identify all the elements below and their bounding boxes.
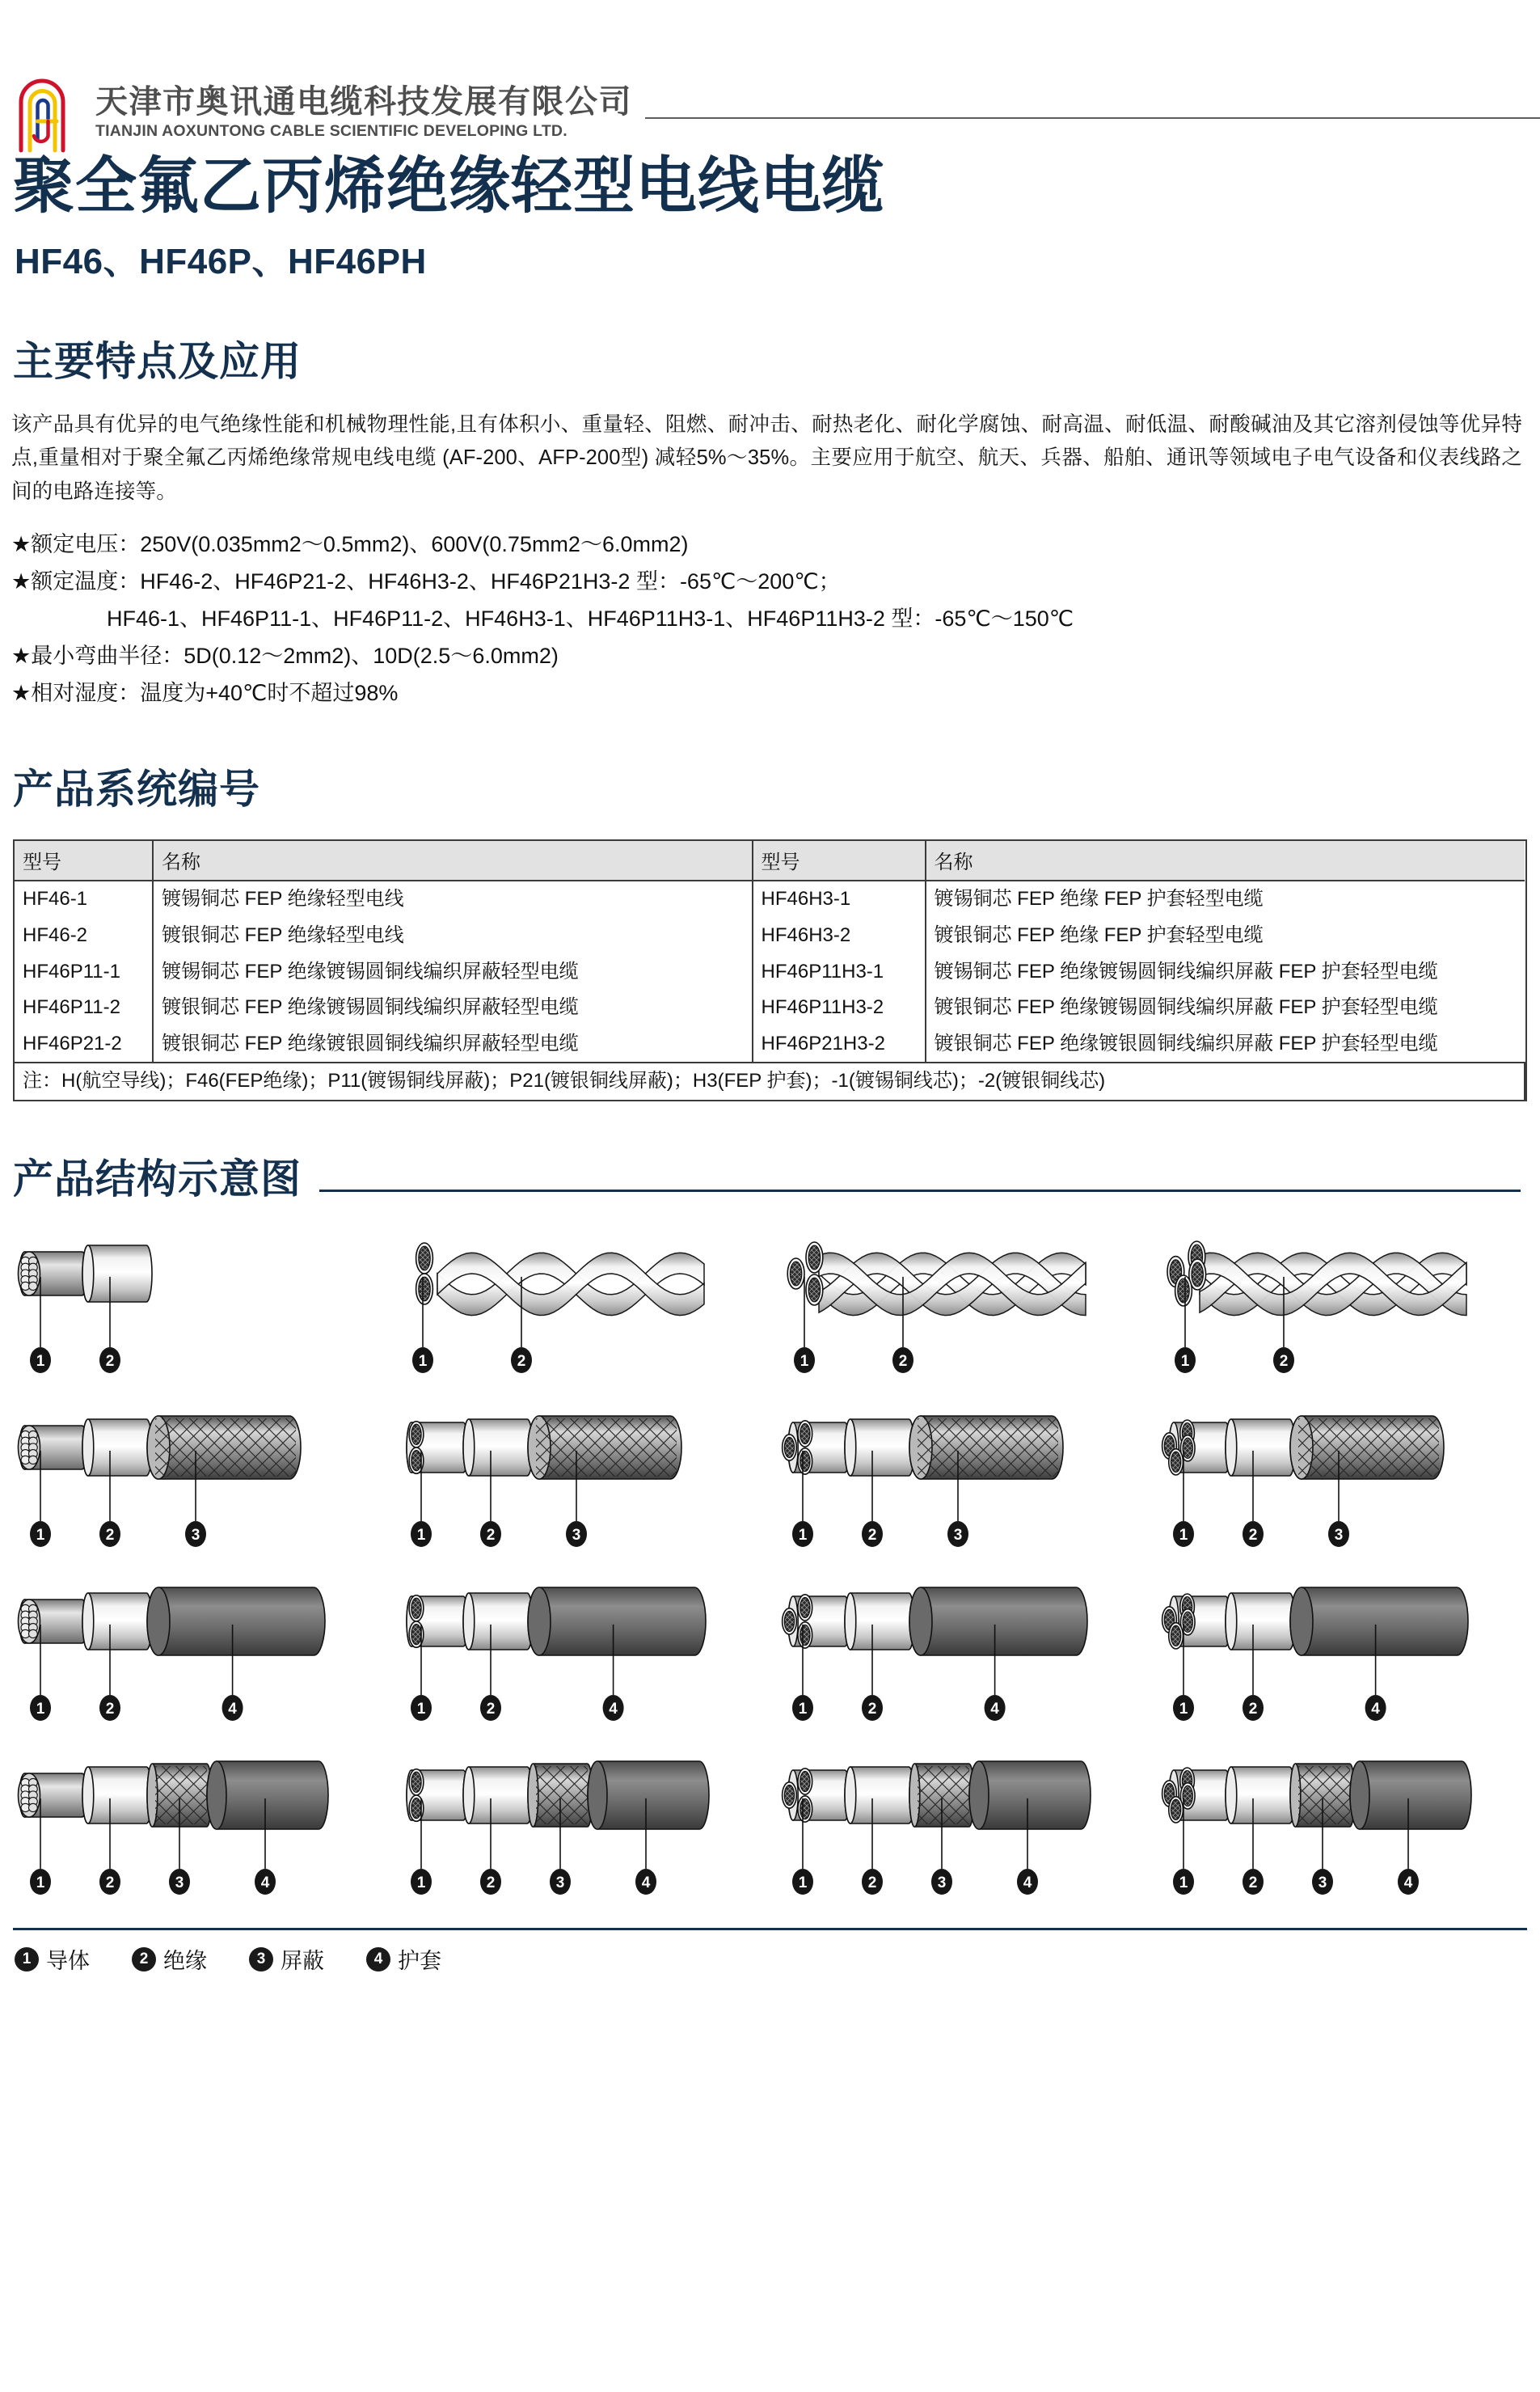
svg-text:4: 4 [228,1701,237,1718]
svg-text:3: 3 [1334,1527,1344,1545]
structure-heading: 产品结构示意图 [13,1156,302,1202]
svg-text:4: 4 [1023,1874,1032,1892]
svg-text:4: 4 [1371,1701,1380,1718]
col-header-model-right: 型号 [753,841,926,881]
legend-badge-icon: 1 [15,1947,39,1971]
cell-name-right: 镀锡铜芯 FEP 绝缘镀锡圆铜线编织屏蔽 FEP 护套轻型电缆 [934,960,1438,983]
model-series-subtitle: HF46、HF46P、HF46PH [15,242,427,282]
cell-name-right: 镀锡铜芯 FEP 绝缘 FEP 护套轻型电缆 [934,888,1264,911]
single-core-insulated [8,1221,389,1395]
svg-text:2: 2 [105,1353,115,1371]
shielded-jacketed-row [8,1743,1532,1917]
svg-text:1: 1 [416,1701,426,1718]
svg-text:2: 2 [517,1353,526,1371]
cell-name-right: 镀银铜芯 FEP 绝缘 FEP 护套轻型电缆 [934,924,1264,947]
svg-text:4: 4 [1403,1874,1413,1892]
structure-heading-rule [319,1190,1521,1192]
legend-badge-icon: 3 [249,1947,273,1971]
structure-legend [15,1943,1540,1975]
svg-text:1: 1 [1179,1701,1188,1718]
bullet-rated-voltage: ★额定电压：250V(0.035mm2～0.5mm2)、600V(0.75mm2～6.0mm2) [11,532,689,556]
table-row [15,918,1525,954]
legend-divider [13,1928,1527,1930]
svg-text:2: 2 [486,1527,496,1545]
cell-model-left: HF46P21-2 [15,1026,153,1063]
svg-text:1: 1 [800,1353,808,1371]
svg-text:1: 1 [798,1701,807,1718]
cell-name-left: 镀银铜芯 FEP 绝缘镀银圆铜线编织屏蔽轻型电缆 [153,1026,753,1063]
svg-text:1: 1 [36,1701,45,1718]
svg-text:3: 3 [191,1527,200,1545]
company-name-block [95,85,632,141]
cell-model-right: HF46P11H3-2 [753,990,926,1026]
legend-badge-icon: 4 [366,1947,390,1971]
company-name-cn: 天津市奥讯通电缆科技发展有限公司 [95,84,632,120]
two-core-twisted [389,1221,770,1395]
header-divider [645,117,1540,119]
product-numbering-table [15,841,1525,1100]
features-bullet-list [11,526,1540,712]
insulated-wire-row [8,1221,1532,1395]
legend-item-屏蔽 [249,1943,324,1975]
four-core-shielded-jacketed [1151,1743,1532,1917]
svg-text:2: 2 [105,1701,115,1718]
svg-text:2: 2 [105,1874,115,1892]
two-core-shielded-jacketed [389,1743,770,1917]
legend-item-导体 [15,1943,90,1975]
page-header [0,0,1540,141]
svg-text:1: 1 [36,1353,45,1371]
svg-text:3: 3 [175,1874,184,1892]
single-core-shielded-jacketed [8,1743,389,1917]
numbering-heading: 产品系统编号 [13,767,260,813]
table-note-row [15,1063,1525,1100]
legend-badge-icon: 2 [132,1947,156,1971]
cell-name-right: 镀银铜芯 FEP 绝缘镀银圆铜线编织屏蔽 FEP 护套轻型电缆 [934,1032,1438,1054]
cell-model-right: HF46P21H3-2 [753,1026,926,1063]
svg-text:3: 3 [1318,1874,1327,1892]
table-body [15,881,1525,1100]
col-header-name-left: 名称 [153,841,753,881]
two-core-shielded [389,1395,770,1569]
four-core-shielded [1151,1395,1532,1569]
cell-name-left: 镀银铜芯 FEP 绝缘镀锡圆铜线编织屏蔽轻型电缆 [153,990,753,1026]
single-core-shielded [8,1395,389,1569]
shielded-row [8,1395,1532,1569]
svg-text:4: 4 [641,1874,651,1892]
svg-text:1: 1 [798,1527,807,1545]
three-core-shielded [770,1395,1151,1569]
three-core-twisted [770,1221,1151,1395]
cell-name-right: 镀银铜芯 FEP 绝缘镀锡圆铜线编织屏蔽 FEP 护套轻型电缆 [934,996,1438,1019]
product-numbering-table-wrap [13,839,1527,1101]
svg-text:2: 2 [105,1527,115,1545]
aoxuntong-logo-icon [15,73,84,154]
structure-diagram-grid [0,1221,1540,1917]
three-core-jacketed [770,1569,1151,1743]
svg-text:2: 2 [1248,1527,1258,1545]
svg-text:2: 2 [867,1527,876,1545]
svg-text:1: 1 [798,1874,807,1892]
cell-model-right: HF46H3-1 [753,881,926,918]
svg-text:2: 2 [1248,1701,1258,1718]
table-row [15,1026,1525,1063]
svg-text:1: 1 [36,1874,45,1892]
col-header-model-left: 型号 [15,841,153,881]
svg-text:3: 3 [572,1527,581,1545]
svg-text:4: 4 [609,1701,618,1718]
table-row [15,990,1525,1026]
legend-label: 屏蔽 [281,1949,324,1974]
cell-name-left: 镀锡铜芯 FEP 绝缘轻型电线 [153,881,753,918]
svg-text:1: 1 [416,1527,426,1545]
structure-heading-row [13,1147,1540,1205]
svg-text:3: 3 [953,1527,962,1545]
table-header-row [15,841,1525,881]
table-row [15,881,1525,918]
legend-label: 护套 [398,1949,441,1974]
bullet-rated-temperature: ★额定温度：HF46-2、HF46P21-2、HF46H3-2、HF46P21H3-2 型：-65℃～200℃； [11,568,841,594]
legend-item-护套 [366,1943,441,1975]
svg-text:1: 1 [1180,1353,1190,1371]
cell-model-left: HF46P11-2 [15,990,153,1026]
table-row [15,954,1525,991]
two-core-jacketed [389,1569,770,1743]
company-name-en: TIANJIN AOXUNTONG CABLE SCIENTIFIC DEVELOPING LTD. [95,122,567,141]
svg-text:1: 1 [418,1353,428,1371]
svg-text:2: 2 [1279,1353,1289,1371]
cell-model-left: HF46-1 [15,881,153,918]
features-heading: 主要特点及应用 [13,339,302,385]
svg-text:2: 2 [898,1353,907,1371]
svg-text:4: 4 [989,1701,999,1718]
svg-text:1: 1 [416,1874,426,1892]
legend-label: 绝缘 [163,1949,207,1974]
features-paragraph: 该产品具有优异的电气绝缘性能和机械物理性能,且有体积小、重量轻、阻燃、耐冲击、耐热老化、耐化学腐蚀、耐高温、耐低温、耐酸碱油及其它溶剂侵蚀等优异特点,重量相对于聚全氟乙丙烯绝缘常规电线电缆 (AF-200、AFP-200型) 减轻5%～35%。主要应用于航空、航天、兵器、船舶、通讯等领域电子电气设备和仪表线路之间的电路连接等。 [11,413,1522,503]
cell-model-left: HF46P11-1 [15,954,153,991]
legend-label: 导体 [46,1949,90,1974]
svg-text:2: 2 [1248,1874,1258,1892]
svg-text:3: 3 [555,1874,565,1892]
svg-text:4: 4 [260,1874,270,1892]
jacketed-row [8,1569,1532,1743]
four-core-twisted [1151,1221,1532,1395]
cell-model-left: HF46-2 [15,918,153,954]
table-note: 注：H(航空导线)；F46(FEP绝缘)；P11(镀锡铜线屏蔽)；P21(镀银铜线屏蔽)；H3(FEP 护套)；-1(镀锡铜线芯)；-2(镀银铜线芯) [15,1063,1525,1100]
cell-name-left: 镀银铜芯 FEP 绝缘轻型电线 [153,918,753,954]
svg-text:1: 1 [36,1527,45,1545]
col-header-name-right: 名称 [926,841,1525,881]
svg-text:2: 2 [867,1701,876,1718]
svg-text:2: 2 [486,1874,496,1892]
cell-name-left: 镀锡铜芯 FEP 绝缘镀锡圆铜线编织屏蔽轻型电缆 [153,954,753,991]
three-core-shielded-jacketed [770,1743,1151,1917]
svg-text:2: 2 [486,1701,496,1718]
bullet-rated-temperature-cont: HF46-1、HF46P11-1、HF46P11-2、HF46H3-1、HF46P11H3-1、HF46P11H3-2 型：-65℃～150℃ [107,606,1074,631]
cell-model-right: HF46P11H3-1 [753,954,926,991]
bullet-relative-humidity: ★相对湿度：温度为+40℃时不超过98% [11,680,399,705]
cell-model-right: HF46H3-2 [753,918,926,954]
svg-text:2: 2 [867,1874,876,1892]
four-core-jacketed [1151,1569,1532,1743]
page-title: 聚全氟乙丙烯绝缘轻型电线电缆 [13,152,884,221]
svg-text:1: 1 [1179,1527,1188,1545]
svg-text:1: 1 [1179,1874,1188,1892]
single-core-jacketed [8,1569,389,1743]
legend-item-绝缘 [132,1943,207,1975]
bullet-min-bend-radius: ★最小弯曲半径：5D(0.12～2mm2)、10D(2.5～6.0mm2) [11,643,559,668]
svg-text:3: 3 [937,1874,946,1892]
